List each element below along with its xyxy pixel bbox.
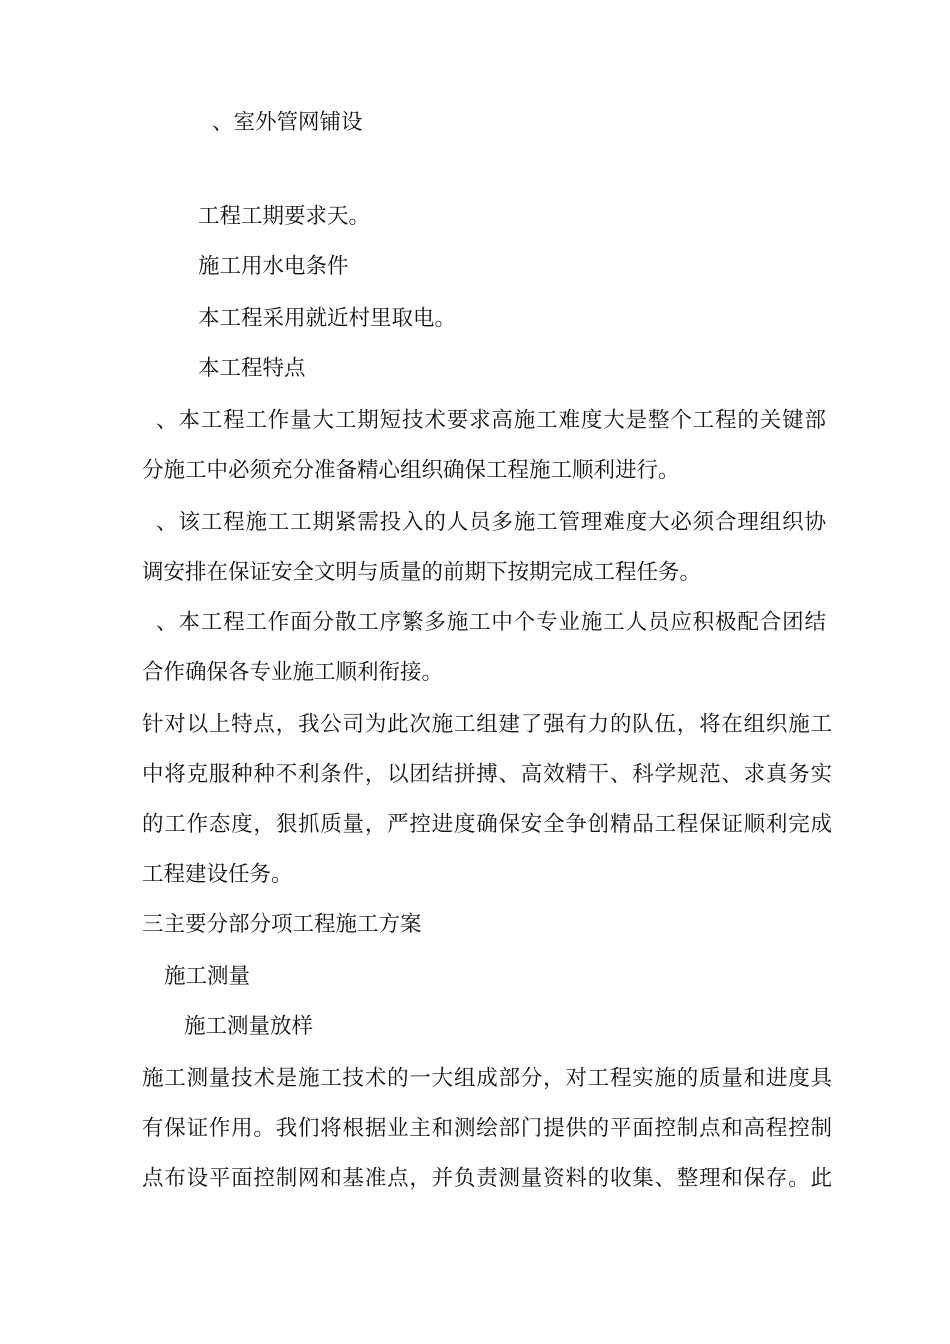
survey-paragraph-line-2: 有保证作用。我们将根据业主和测绘部门提供的平面控制点和高程控制 [142, 1116, 832, 1141]
heading-water-electricity: 施工用水电条件 [198, 254, 349, 279]
line-construction-period: 工程工期要求天。 [198, 204, 371, 229]
feature-3-line-1: 、本工程工作面分散工序繁多施工中个专业施工人员应积极配合团结 [156, 610, 826, 635]
feature-2-line-1: 、该工程施工工期紧需投入的人员多施工管理难度大必须合理组织协 [156, 510, 826, 535]
heading-outdoor-pipe-network: 、室外管网铺设 [212, 110, 363, 135]
survey-paragraph-line-3: 点布设平面控制网和基准点，并负责测量资料的收集、整理和保存。此 [142, 1166, 832, 1191]
line-power-source: 本工程采用就近村里取电。 [198, 306, 457, 331]
feature-1-line-2: 分施工中必须充分准备精心组织确保工程施工顺利进行。 [142, 458, 680, 483]
summary-line-3: 的工作态度，狠抓质量，严控进度确保安全争创精品工程保证顺利完成 [142, 812, 832, 837]
feature-1-line-1: 、本工程工作量大工期短技术要求高施工难度大是整个工程的关键部 [156, 408, 826, 433]
summary-line-1: 针对以上特点，我公司为此次施工组建了强有力的队伍，将在组织施工 [142, 712, 832, 737]
summary-line-4: 工程建设任务。 [142, 862, 293, 887]
subheading-construction-survey: 施工测量 [164, 964, 251, 989]
summary-line-2: 中将克服种种不利条件，以团结拼搏、高效精干、科学规范、求真务实 [142, 762, 832, 787]
section-heading-3: 三主要分部分项工程施工方案 [142, 912, 422, 937]
subheading-survey-setting-out: 施工测量放样 [184, 1014, 314, 1039]
feature-3-line-2: 合作确保各专业施工顺利衔接。 [142, 660, 444, 685]
feature-2-line-2: 调安排在保证安全文明与质量的前期下按期完成工程任务。 [142, 560, 702, 585]
survey-paragraph-line-1: 施工测量技术是施工技术的一大组成部分，对工程实施的质量和进度具 [142, 1066, 832, 1091]
heading-project-features: 本工程特点 [198, 356, 306, 381]
